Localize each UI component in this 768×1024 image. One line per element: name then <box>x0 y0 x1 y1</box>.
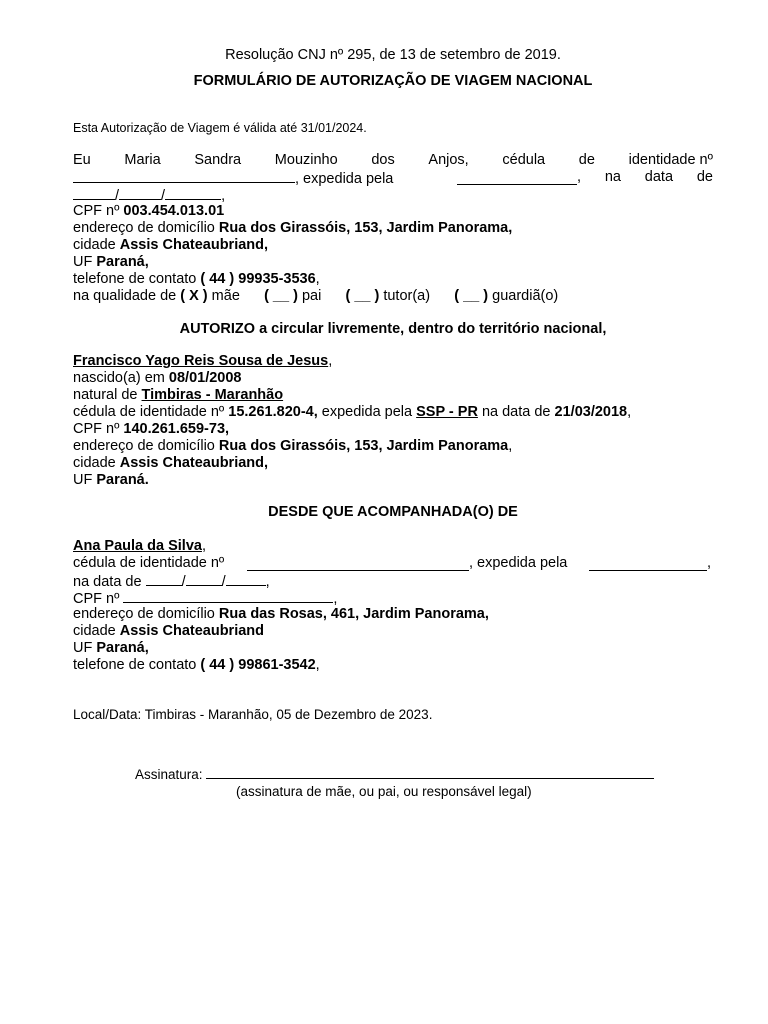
signature-caption: (assinatura de mãe, ou pai, ou responsável legal) <box>236 784 532 799</box>
guardian-word: identidade nº <box>628 152 713 168</box>
minor-uf-label: UF <box>73 472 93 488</box>
quality-option-mark-mother[interactable]: ( X ) <box>180 288 208 304</box>
companion-city-label: cidade <box>73 623 116 639</box>
companion-address-value: Rua das Rosas, 461, Jardim Panorama, <box>218 606 489 622</box>
minor-id-label: cédula de identidade nº <box>73 404 225 420</box>
minor-uf-line <box>73 472 713 489</box>
guardian-word: Maria <box>124 152 161 168</box>
guardian-cpf-label: CPF nº <box>73 203 120 219</box>
minor-city-label: cidade <box>73 455 116 471</box>
companion-address-line <box>73 606 713 623</box>
minor-natural-value: Timbiras - Maranhão <box>141 387 284 403</box>
minor-issuer-value: SSP - PR <box>416 404 478 420</box>
minor-cpf-value: 140.261.659-73, <box>123 421 230 437</box>
minor-address-label: endereço de domicílio <box>73 438 215 454</box>
minor-natural-label: natural de <box>73 387 138 403</box>
minor-birth-line <box>73 370 713 387</box>
local-date: Local/Data: Timbiras - Maranhão, 05 de Dezembro de 2023. <box>73 707 433 722</box>
companion-heading: DESDE QUE ACOMPANHADA(O) DE <box>268 504 518 520</box>
guardian-date-line: / / , <box>73 186 713 203</box>
signature-line <box>135 766 654 782</box>
companion-name: Ana Paula da Silva <box>73 538 202 554</box>
companion-date-year-blank[interactable] <box>226 572 266 586</box>
companion-phone-value: ( 44 ) 99861-3542 <box>200 657 316 673</box>
guardian-cpf-line <box>73 203 713 220</box>
minor-born-value: 08/01/2008 <box>168 370 242 386</box>
minor-natural-line <box>73 387 713 404</box>
companion-city-line <box>73 623 713 640</box>
guardian-address-value: Rua dos Girassóis, 153, Jardim Panorama, <box>218 220 513 236</box>
quality-option-mark-guardian[interactable]: ( __ ) <box>454 288 489 304</box>
companion-id-blank[interactable] <box>247 557 469 571</box>
resolution-reference: Resolução CNJ nº 295, de 13 de setembro de 2019. <box>225 47 561 63</box>
minor-address-line: endereço de domicílio Rua dos Girassóis, 153, Jardim Panorama, <box>73 438 513 454</box>
guardian-issuer-blank[interactable] <box>457 171 577 185</box>
minor-id-value: 15.261.820-4, <box>228 404 318 420</box>
minor-issuer-label: expedida pela <box>321 404 413 420</box>
guardian-word: dos <box>371 152 395 168</box>
companion-uf-value: Paraná, <box>96 640 149 656</box>
guardian-uf-label: UF <box>73 254 93 270</box>
guardian-word: Sandra <box>194 152 242 168</box>
quality-option-label-tutor: tutor(a) <box>383 288 431 304</box>
guardian-quality-label: na qualidade de <box>73 288 177 304</box>
guardian-section <box>73 152 713 305</box>
guardian-uf-value: Paraná, <box>96 254 149 270</box>
companion-section <box>73 538 713 674</box>
guardian-word: Mouzinho <box>274 152 338 168</box>
guardian-word: Eu <box>73 152 91 168</box>
guardian-city-label: cidade <box>73 237 116 253</box>
companion-uf-label: UF <box>73 640 93 656</box>
minor-issue-date-value: 21/03/2018 <box>554 404 628 420</box>
minor-uf-value: Paraná. <box>96 472 149 488</box>
quality-option-label-mother: mãe <box>211 288 240 304</box>
companion-phone-label: telefone de contato <box>73 657 197 673</box>
companion-city-value: Assis Chateaubriand <box>119 623 265 639</box>
minor-born-label: nascido(a) em <box>73 370 165 386</box>
companion-uf-line <box>73 640 713 657</box>
minor-id-line: cédula de identidade nº 15.261.820-4, expedida pela SSP - PR na data de 21/03/2018, <box>73 404 632 420</box>
guardian-id-number-blank[interactable] <box>73 169 295 183</box>
guardian-date-day-blank[interactable] <box>73 186 115 200</box>
companion-phone-line: telefone de contato ( 44 ) 99861-3542, <box>73 657 320 673</box>
companion-name-line: Ana Paula da Silva, <box>73 538 206 554</box>
companion-cpf-blank[interactable] <box>123 589 333 603</box>
signature-blank[interactable] <box>206 766 654 779</box>
minor-section <box>73 353 713 489</box>
companion-date-label: na data de <box>73 574 142 590</box>
guardian-address-label: endereço de domicílio <box>73 220 215 236</box>
minor-name-line: Francisco Yago Reis Sousa de Jesus, <box>73 353 333 369</box>
quality-option-label-father: pai <box>301 288 322 304</box>
companion-date-day-blank[interactable] <box>146 572 182 586</box>
guardian-word: Anjos, <box>428 152 469 168</box>
guardian-id-line <box>73 169 713 186</box>
guardian-na-data-de-label: , na data de <box>577 169 713 185</box>
minor-cpf-line <box>73 421 713 438</box>
validity-statement: Esta Autorização de Viagem é válida até 31/01/2024. <box>73 121 367 135</box>
companion-issuer-label: , expedida pela <box>469 555 568 571</box>
guardian-intro-line <box>73 152 713 169</box>
guardian-phone-line: telefone de contato ( 44 ) 99935-3536, <box>73 271 320 287</box>
guardian-word: de <box>578 152 595 168</box>
guardian-cpf-value: 003.454.013.01 <box>123 203 225 219</box>
minor-issue-date-label: na data de <box>481 404 551 420</box>
minor-city-line <box>73 455 713 472</box>
quality-option-label-guardian: guardiã(o) <box>492 288 559 304</box>
guardian-word: cédula <box>502 152 546 168</box>
companion-cpf-label: CPF nº <box>73 591 120 607</box>
guardian-quality-line <box>73 288 713 305</box>
companion-id-label: cédula de identidade nº <box>73 555 225 571</box>
companion-date-line: na data de / / , <box>73 574 270 590</box>
guardian-date-year-blank[interactable] <box>165 186 221 200</box>
companion-address-label: endereço de domicílio <box>73 606 215 622</box>
guardian-uf-line <box>73 254 713 271</box>
guardian-date-month-blank[interactable] <box>119 186 161 200</box>
guardian-expedida-label: , expedida pela <box>295 171 394 187</box>
companion-cpf-line: CPF nº , <box>73 591 338 607</box>
guardian-phone-label: telefone de contato <box>73 271 197 287</box>
minor-cpf-label: CPF nº <box>73 421 120 437</box>
guardian-city-line <box>73 237 713 254</box>
minor-address-value: Rua dos Girassóis, 153, Jardim Panorama <box>218 438 509 454</box>
guardian-phone-value: ( 44 ) 99935-3536 <box>200 271 316 287</box>
authorize-heading: AUTORIZO a circular livremente, dentro do território nacional, <box>179 321 607 337</box>
companion-issuer-blank[interactable] <box>589 557 707 571</box>
guardian-city-value: Assis Chateaubriand, <box>119 237 269 253</box>
companion-date-month-blank[interactable] <box>186 572 222 586</box>
companion-id-line: cédula de identidade nº , expedida pela , <box>73 555 712 571</box>
minor-city-value: Assis Chateaubriand, <box>119 455 269 471</box>
signature-label: Assinatura: <box>135 767 203 782</box>
quality-option-mark-tutor[interactable]: ( __ ) <box>345 288 380 304</box>
guardian-address-line <box>73 220 713 237</box>
minor-name: Francisco Yago Reis Sousa de Jesus <box>73 353 329 369</box>
quality-option-mark-father[interactable]: ( __ ) <box>264 288 298 304</box>
form-title: FORMULÁRIO DE AUTORIZAÇÃO DE VIAGEM NACIONAL <box>193 73 593 89</box>
